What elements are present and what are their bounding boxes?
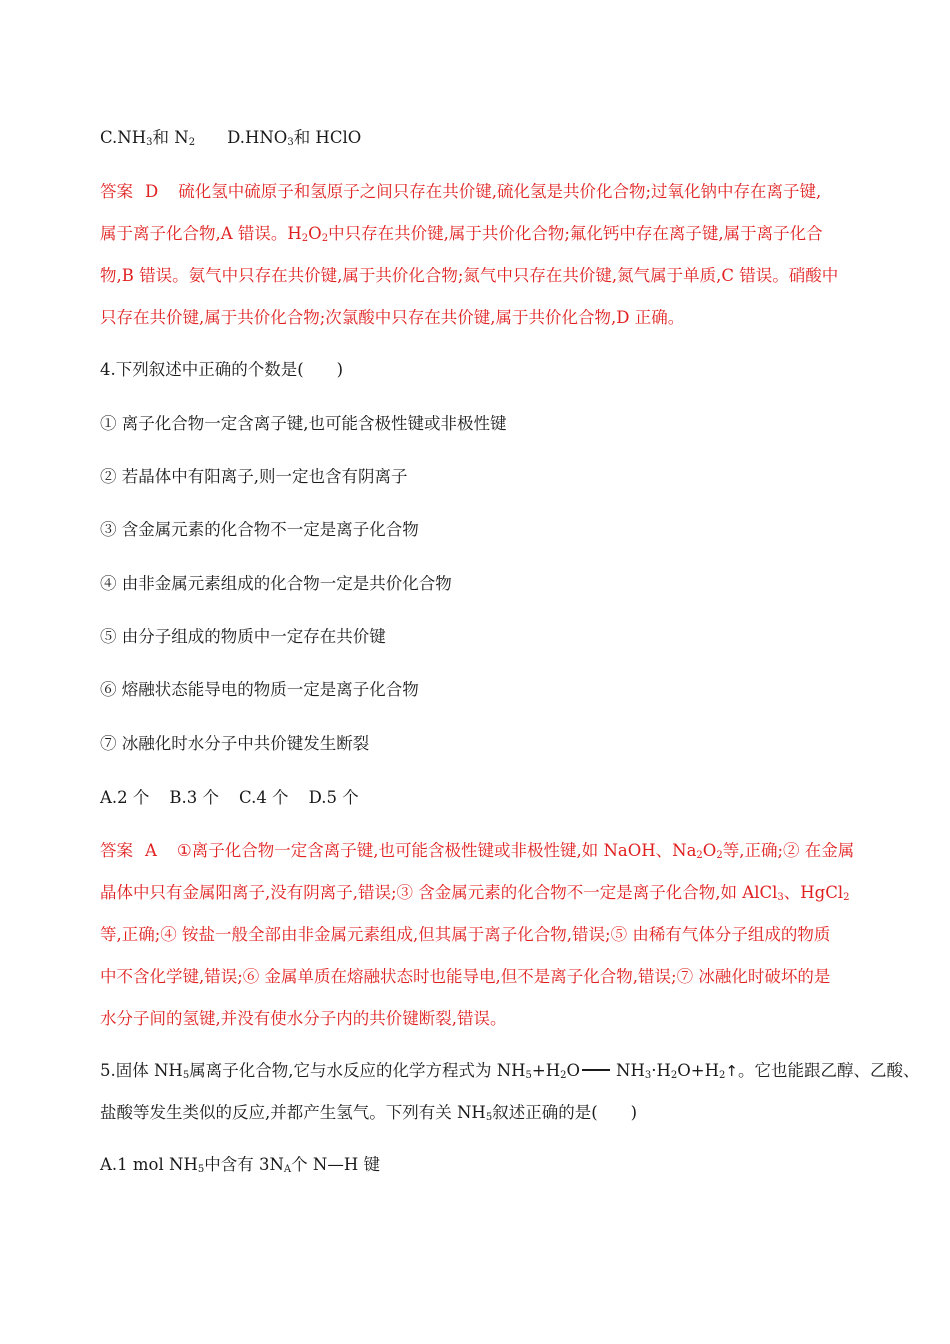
gas-arrow-icon: ↑: [725, 1062, 738, 1080]
answer-label: 答案: [100, 182, 133, 201]
q4-answer-line-2: 晶体中只有金属阳离子,没有阴离子,错误;③ 含金属元素的化合物不一定是离子化合物,如 AlCl$_3$、HgCl$_2$: [100, 883, 850, 903]
document-page: [100, 0, 920, 1344]
q3-answer-line-2: 属于离子化合物,A 错误。$H_2O_2$中只存在共价键,属于共价化合物;氟化钙中存在离子键,属于离子化合: [100, 224, 823, 244]
q4-option-c: C.4 个: [239, 788, 289, 807]
answer-label: 答案: [100, 841, 133, 860]
q4-answer-line-4: 中不含化学键,错误;⑥ 金属单质在熔融状态时也能导电,但不是离子化合物,错误;⑦ 冰融化时破坏的是: [100, 967, 831, 986]
q4-item-5: ⑤ 由分子组成的物质中一定存在共价键: [100, 627, 386, 646]
q4-option-a: A.2 个: [100, 788, 150, 807]
q4-options: [100, 790, 359, 807]
q5-option-a: A.1 mol $NH_5$中含有 $3N_A$个 N—H 键: [100, 1155, 380, 1175]
q4-answer-line-3: 等,正确;④ 铵盐一般全部由非金属元素组成,但其属于离子化合物,错误;⑤ 由稀有气体分子组成的物质: [100, 925, 831, 944]
answer-key: A: [145, 841, 157, 860]
q3-answer-line-4: 只存在共价键,属于共价化合物;次氯酸中只存在共价键,属于共价化合物,D 正确。: [100, 308, 685, 327]
q4-item-3: ③ 含金属元素的化合物不一定是离子化合物: [100, 520, 419, 539]
reaction-equals-bar: [582, 1069, 610, 1071]
q3-answer-line-3: 物,B 错误。氨气中只存在共价键,属于共价化合物;氮气中只存在共价键,氮气属于单质,C 错误。硝酸中: [100, 266, 839, 285]
option-c: $C.NH_3$和 $N_2$: [100, 128, 196, 148]
option-d: $D.HNO_3$和 HClO: [227, 128, 362, 148]
q4-option-b: B.3 个: [169, 788, 220, 807]
q4-answer-line-1: 答案 A ①离子化合物一定含离子键,也可能含极性键或非极性键,如 NaOH、$Na_2O_2$等,正确;② 在金属: [100, 841, 855, 861]
q5-stem-line-1: 5.固体 $NH_5$属离子化合物,它与水反应的化学方程式为 $NH_5+H_2O$ $NH_3\cdot H_2O+H_2↑$。它也能跟乙醇、乙酸、: [100, 1061, 920, 1081]
answer-key: D: [145, 182, 159, 201]
q4-stem: 4.下列叙述中正确的个数是( ): [100, 360, 344, 379]
q3-options-cd: [100, 130, 361, 147]
q4-item-6: ⑥ 熔融状态能导电的物质一定是离子化合物: [100, 680, 419, 699]
q4-option-d: D.5 个: [308, 788, 359, 807]
q4-item-2: ② 若晶体中有阳离子,则一定也含有阴离子: [100, 467, 408, 486]
q4-item-4: ④ 由非金属元素组成的化合物一定是共价化合物: [100, 574, 452, 593]
q4-item-7: ⑦ 冰融化时水分子中共价键发生断裂: [100, 734, 370, 753]
q4-item-1: ① 离子化合物一定含离子键,也可能含极性键或非极性键: [100, 414, 507, 433]
q4-answer-line-5: 水分子间的氢键,并没有使水分子内的共价键断裂,错误。: [100, 1009, 507, 1028]
q3-answer-line-1: 答案 D 硫化氢中硫原子和氢原子之间只存在共价键,硫化氢是共价化合物;过氧化钠中存在离子键,: [100, 182, 822, 201]
q5-stem-line-2: 盐酸等发生类似的反应,并都产生氢气。下列有关 $NH_5$叙述正确的是( ): [100, 1103, 638, 1123]
